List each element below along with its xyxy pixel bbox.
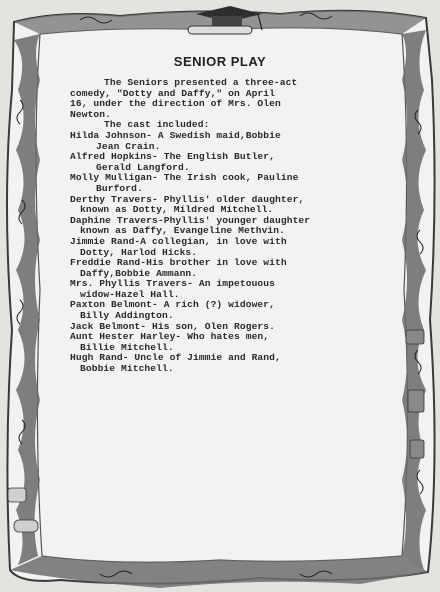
cast-actor: Daffy,Bobbie Ammann. bbox=[80, 267, 198, 279]
cast-entry bbox=[70, 152, 370, 173]
cast-role: Paxton Belmont- A rich (?) widower, bbox=[70, 299, 276, 311]
cast-role: Mrs. Phyllis Travers- An impetouous bbox=[70, 278, 276, 290]
cast-actor: Billie Mitchell. bbox=[80, 341, 174, 353]
cast-actor: Dotty, Harlod Hicks. bbox=[80, 246, 198, 258]
cast-actor: Billy Addington. bbox=[80, 310, 174, 322]
cast-entry bbox=[70, 300, 370, 321]
cast-role: Hilda Johnson- A Swedish maid,Bobbie bbox=[70, 129, 281, 141]
cast-actor: Jean Crain. bbox=[96, 140, 161, 152]
cast-entry bbox=[70, 279, 370, 300]
cast-entry bbox=[70, 195, 370, 216]
intro-line: 16, under the direction of Mrs. Olen bbox=[70, 98, 281, 110]
intro-line: comedy, "Dotty and Daffy," on April bbox=[70, 87, 276, 99]
cast-entry bbox=[70, 258, 370, 279]
cast-entry bbox=[70, 216, 370, 237]
cast-role: Derthy Travers- Phyllis' older daughter, bbox=[70, 193, 305, 205]
cast-intro: The cast included: bbox=[104, 119, 210, 131]
cast-role: Aunt Hester Harley- Who hates men, bbox=[70, 331, 270, 343]
cast-list bbox=[70, 131, 370, 375]
cast-role: Alfred Hopkins- The English Butler, bbox=[70, 151, 276, 163]
intro-line: The Seniors presented a three-act bbox=[104, 77, 298, 88]
cast-role: Freddie Rand-His brother in love with bbox=[70, 257, 287, 269]
page-title: SENIOR PLAY bbox=[173, 54, 267, 69]
cast-actor: Gerald Langford. bbox=[96, 161, 190, 173]
cast-role: Jimmie Rand-A collegian, in love with bbox=[70, 235, 287, 247]
cast-actor: known as Dotty, Mildred Mitchell. bbox=[80, 204, 274, 216]
intro-line: Newton. bbox=[70, 108, 112, 120]
cast-entry bbox=[70, 173, 370, 194]
cast-actor: Bobbie Mitchell. bbox=[80, 363, 174, 375]
cast-actor: Burford. bbox=[96, 182, 143, 194]
cast-entry bbox=[70, 353, 370, 374]
cast-entry bbox=[70, 131, 370, 152]
cast-entry bbox=[70, 332, 370, 353]
play-description bbox=[70, 78, 370, 375]
cast-role: Jack Belmont- His son, Olen Rogers. bbox=[70, 320, 276, 332]
cast-entry bbox=[70, 237, 370, 258]
cast-actor: widow-Hazel Hall. bbox=[80, 288, 180, 300]
cast-role: Daphine Travers-Phyllis' younger daughter bbox=[70, 214, 311, 226]
cast-role: Hugh Rand- Uncle of Jimmie and Rand, bbox=[70, 352, 281, 364]
cast-role: Molly Mulligan- The Irish cook, Pauline bbox=[70, 172, 299, 184]
cast-actor: known as Daffy, Evangeline Methvin. bbox=[80, 225, 286, 237]
